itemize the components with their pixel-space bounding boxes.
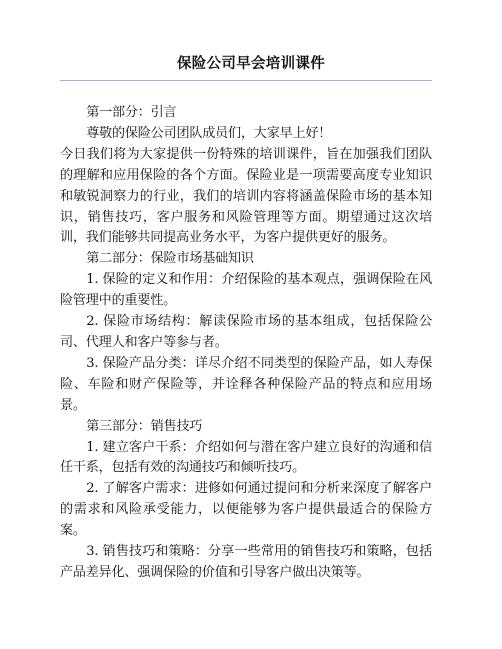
- sales-item-2: 2. 了解客户需求：进修如何通过提问和分析来深度了解客户的需求和风险承受能力，以便能够为客户提供最适合的保险方案。: [60, 481, 432, 539]
- greeting-paragraph: 尊敬的保险公司团队成员们，大家早上好！: [86, 125, 332, 141]
- section-heading-market: 第二部分：保险市场基础知识: [86, 251, 254, 267]
- market-item-3: 3. 保险产品分类：详尽介绍不同类型的保险产品，如人寿保险、车险和财产保险等，并诠释各种保险产品的特点和应用场景。: [60, 355, 432, 413]
- document-title: 保险公司早会培训课件: [177, 56, 325, 72]
- market-item-2: 2. 保险市场结构：解读保险市场的基本组成，包括保险公司、代理人和客户等参与者。: [60, 314, 432, 350]
- section-heading-intro: 第一部分：引言: [86, 105, 177, 120]
- title-divider: [60, 80, 432, 81]
- intro-paragraph: 今日我们将为大家提供一份特殊的培训课件，旨在加强我们团队的理解和应用保险的各个方面。保险业是一项需要高度专业知识和敏锐洞察力的行业，我们的培训内容将涵盖保险市场的基本知识，销售技巧，客户服务和风险管理等方面。期望通过这次培训，我们能够共同提高业务水平，为客户提供更好的服务。: [60, 146, 432, 246]
- section-heading-sales: 第三部分：销售技巧: [86, 418, 203, 434]
- sales-item-3: 3. 销售技巧和策略：分享一些常用的销售技巧和策略，包括产品差异化、强调保险的价值和引导客户做出决策等。: [60, 544, 432, 580]
- sales-item-1: 1. 建立客户干系：介绍如何与潜在客户建立良好的沟通和信任干系，包括有效的沟通技巧和倾听技巧。: [60, 439, 432, 476]
- market-item-1: 1. 保险的定义和作用：介绍保险的基本观点，强调保险在风险管理中的重要性。: [60, 272, 432, 309]
- document-body: [60, 103, 432, 584]
